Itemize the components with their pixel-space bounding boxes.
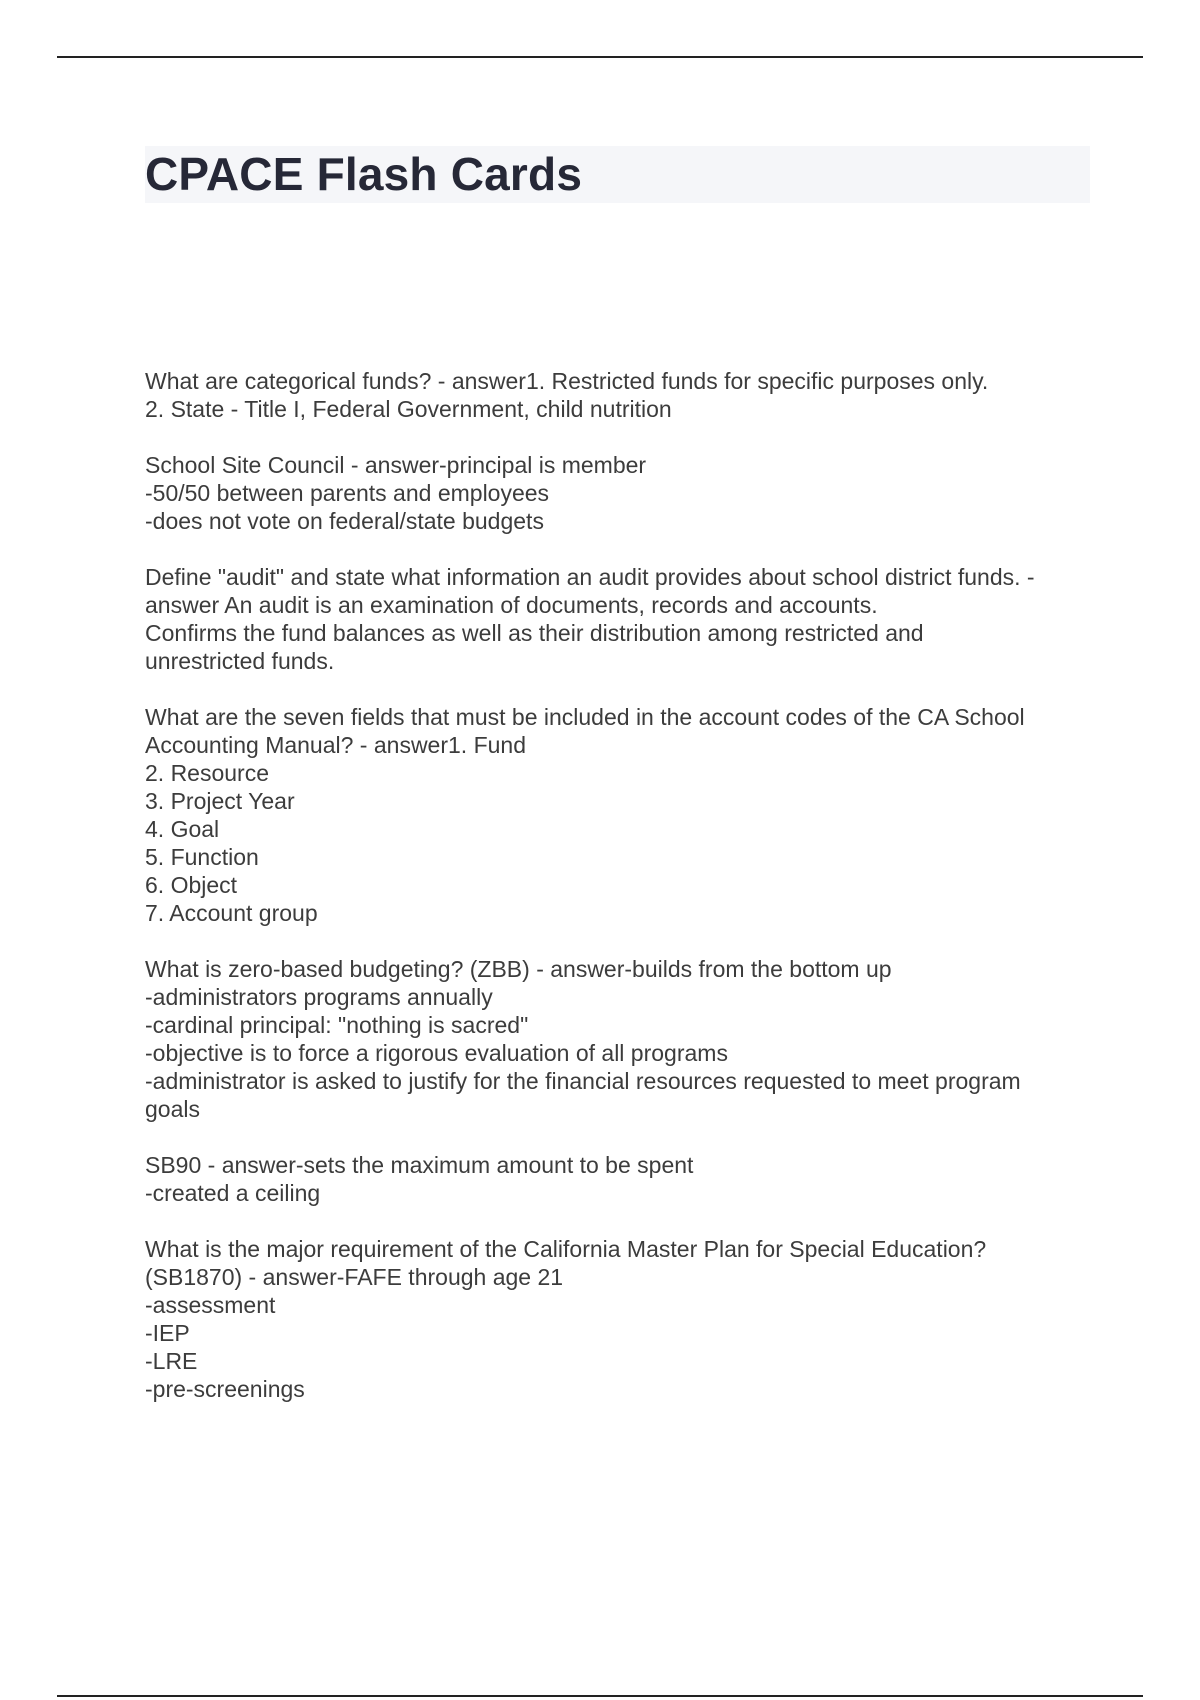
flash-card-list — [145, 367, 1090, 1431]
card-line: -administrators programs annually — [145, 984, 493, 1010]
card-line: -50/50 between parents and employees — [145, 480, 550, 506]
bottom-rule — [57, 1695, 1143, 1697]
card-line: -created a ceiling — [145, 1180, 321, 1206]
card-line: goals — [145, 1096, 200, 1122]
card-line: Accounting Manual? - answer1. Fund — [145, 732, 526, 758]
card-line: Define "audit" and state what information an audit provides about school district funds. - — [145, 564, 1035, 590]
card-line: 2. Resource — [145, 760, 270, 786]
top-rule — [57, 56, 1143, 58]
card-line: -does not vote on federal/state budgets — [145, 508, 544, 534]
page-title: CPACE Flash Cards — [145, 148, 583, 200]
flash-card-account-code-fields — [145, 703, 1090, 927]
flash-card-audit — [145, 563, 1090, 675]
card-line: 6. Object — [145, 872, 238, 898]
card-line: -assessment — [145, 1292, 276, 1318]
card-line: 3. Project Year — [145, 788, 295, 814]
flash-card-zero-based-budgeting — [145, 955, 1090, 1123]
card-line: 7. Account group — [145, 900, 318, 926]
card-line: -objective is to force a rigorous evaluation of all programs — [145, 1040, 728, 1066]
card-line: Confirms the fund balances as well as their distribution among restricted and — [145, 620, 924, 646]
card-line: 4. Goal — [145, 816, 220, 842]
flash-card-school-site-council — [145, 451, 1090, 535]
card-line: 5. Function — [145, 844, 259, 870]
card-line: SB90 - answer-sets the maximum amount to be spent — [145, 1152, 694, 1178]
card-line: What is zero-based budgeting? (ZBB) - answer-builds from the bottom up — [145, 956, 892, 982]
card-line: answer An audit is an examination of documents, records and accounts. — [145, 592, 878, 618]
flash-card-sb90 — [145, 1151, 1090, 1207]
card-line: -administrator is asked to justify for the financial resources requested to meet program — [145, 1068, 1021, 1094]
card-line: School Site Council - answer-principal is member — [145, 452, 647, 478]
card-line: -pre-screenings — [145, 1376, 305, 1402]
flash-card-categorical-funds — [145, 367, 1090, 423]
card-line: What are the seven fields that must be included in the account codes of the CA School — [145, 704, 1025, 730]
card-line: What are categorical funds? - answer1. Restricted funds for specific purposes only. — [145, 368, 989, 394]
card-line: What is the major requirement of the California Master Plan for Special Education? — [145, 1236, 987, 1262]
card-line: -cardinal principal: "nothing is sacred" — [145, 1012, 529, 1038]
card-line: unrestricted funds. — [145, 648, 335, 674]
card-line: -IEP — [145, 1320, 190, 1346]
flash-card-special-education — [145, 1235, 1090, 1403]
card-line: (SB1870) - answer-FAFE through age 21 — [145, 1264, 564, 1290]
card-line: -LRE — [145, 1348, 198, 1374]
card-line: 2. State - Title I, Federal Government, child nutrition — [145, 396, 672, 422]
